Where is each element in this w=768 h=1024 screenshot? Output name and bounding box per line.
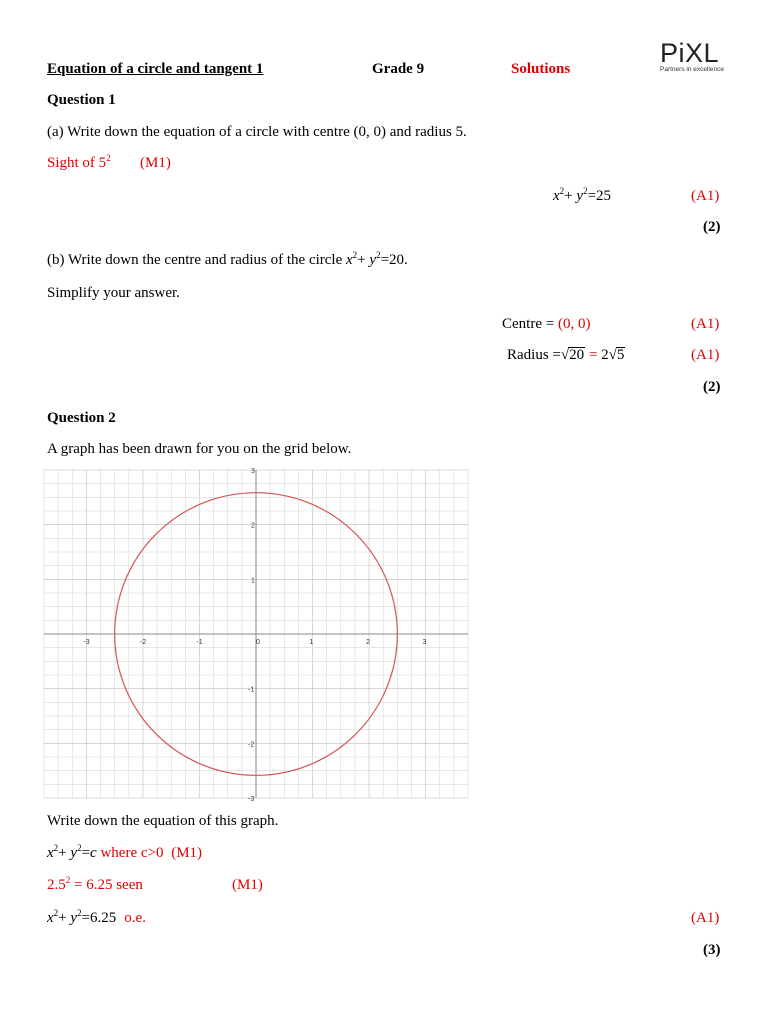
x-tick-label: 0 [256,639,260,646]
y-tick-label: -1 [248,686,255,694]
y-tick-label: 1 [251,577,255,585]
q1b-y: y [369,252,377,268]
logo-tagline: Partners in excellence [660,66,724,73]
q2-prompt: Write down the equation of this graph. [47,813,279,829]
question-2-heading: Question 2 [47,410,116,426]
radical-sign-icon: √ [608,347,617,363]
q2-l2-exp: 2 [65,875,71,885]
q2-l3-mark: (A1) [691,910,720,926]
q1b-prompt: (b) Write down the centre and radius of the circle [47,252,346,268]
q1a-method-text: Sight of 5 [47,155,107,171]
q1b-exp1: 2 [352,250,358,260]
q1b-simplify: Simplify your answer. [47,285,180,301]
q2-l3-oe: o.e. [124,910,146,926]
q1a-method [47,155,111,172]
question-1-heading: Question 1 [47,92,116,108]
q1b-radius-label: Radius = [507,347,561,363]
q1b-plus: + [357,252,370,268]
q2-l1-x: x [47,845,54,861]
x-tick-label: 1 [309,639,314,646]
q2-l1-exp1: 2 [53,843,59,853]
q2-l1-mark: (M1) [171,845,203,861]
q2-l1-where: where c>0 [96,845,168,861]
q1b-marks: (2) [703,379,721,395]
x-tick-label: -2 [139,639,147,646]
q1b-centre-label: Centre = [502,316,558,332]
y-tick-label: -2 [248,741,255,749]
q1a-text: (a) Write down the equation of a circle with centre (0, 0) and radius 5. [47,124,467,140]
q2-l3-exp2: 2 [77,908,82,918]
solutions-label: Solutions [511,61,571,77]
q2-l1-y: y [70,845,78,861]
radical-sign-icon: √ [560,347,570,363]
q1b-centre-mark: (A1) [691,316,720,332]
y-tick-label: -3 [248,796,255,803]
q2-l1-plus: + [58,845,71,861]
q2-l1-c: c [90,845,97,861]
x-tick-label: 3 [422,639,427,646]
q2-l2-post: = 6.25 seen [70,877,143,893]
q1b-radius-mark: (A1) [691,347,720,363]
q1a-method-mark: (M1) [140,155,171,171]
q1a-plus: + [564,188,577,204]
q1a-method-exp: 2 [106,153,111,163]
q2-line3 [47,910,146,927]
pixl-logo [660,38,724,73]
circle-graph [44,468,468,803]
q1b-x: x [346,252,353,268]
q1a-x: x [553,188,560,204]
q1b-radius-root: 20 [569,347,585,363]
q1b-radius-root2: 5 [616,347,625,363]
logo-word: PiXL [660,38,720,68]
q1a-rhs: =25 [587,188,612,204]
q2-intro: A graph has been drawn for you on the grid below. [47,441,352,457]
q2-l2-mark: (M1) [232,877,263,893]
q1b-text [47,252,408,269]
q1a-exp1: 2 [559,186,565,196]
x-tick-label: 2 [366,639,370,646]
q1a-answer [553,188,611,205]
q2-l1-exp2: 2 [77,843,82,853]
x-tick-label: -1 [196,639,203,646]
q1b-exp2: 2 [376,250,381,260]
worksheet-title: Equation of a circle and tangent 1 [47,61,264,77]
q2-l3-exp1: 2 [53,908,59,918]
q1b-radius-coef: 2 [601,347,609,363]
q1a-y: y [576,188,584,204]
grade-label: Grade 9 [372,61,425,77]
q1b-radius-eq: = [585,347,602,363]
q1b-rhs: =20. [380,252,408,268]
q1b-centre-value: (0, 0) [557,316,591,332]
q2-l3-plus: + [58,910,71,926]
q1b-radius [507,347,625,364]
q2-l2-pre: 2.5 [47,877,66,893]
q1a-exp2: 2 [583,186,588,196]
q1a-marks: (2) [703,219,721,235]
q1a-answer-mark: (A1) [691,188,720,204]
q2-l3-y: y [70,910,78,926]
q1b-centre [502,316,590,333]
q2-line1 [47,845,202,862]
q2-marks: (3) [703,942,721,958]
q2-line2 [47,877,143,894]
y-tick-label: 2 [251,522,255,530]
q2-l3-rhs: =6.25 [81,910,117,926]
y-tick-label: 3 [251,468,255,475]
x-tick-label: -3 [83,639,90,646]
q2-l1-rhs: = [81,845,91,861]
q2-l3-x: x [47,910,54,926]
